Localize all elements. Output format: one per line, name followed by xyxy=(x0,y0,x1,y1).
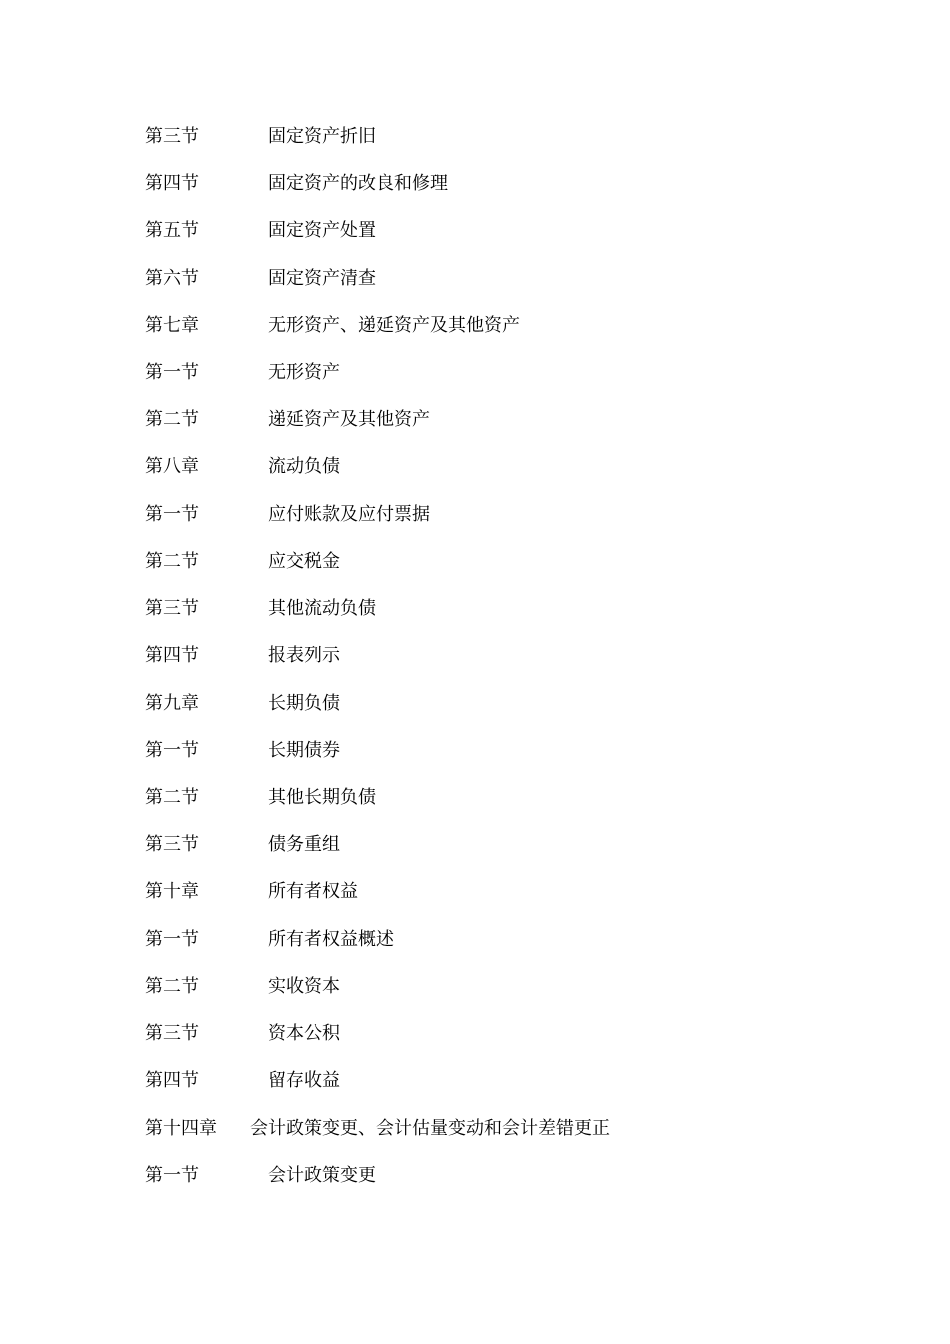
entry-title: 其他流动负债 xyxy=(268,598,376,619)
toc-entry xyxy=(0,1161,950,1191)
entry-title: 实收资本 xyxy=(268,976,340,997)
entry-title: 固定资产处置 xyxy=(268,220,376,241)
entry-title: 报表列示 xyxy=(268,645,340,666)
toc-entry xyxy=(0,216,950,246)
toc-entry xyxy=(0,972,950,1002)
toc-entry xyxy=(0,169,950,199)
entry-title: 长期债券 xyxy=(268,740,340,761)
toc-entry xyxy=(0,1019,950,1049)
entry-title: 其他长期负债 xyxy=(268,787,376,808)
toc-entry xyxy=(0,736,950,766)
entry-title: 固定资产清查 xyxy=(268,268,376,289)
toc-entry xyxy=(0,122,950,152)
entry-title: 资本公积 xyxy=(268,1023,340,1044)
entry-number: 第一节 xyxy=(145,1165,199,1186)
toc-entry xyxy=(0,783,950,813)
entry-title: 无形资产、递延资产及其他资产 xyxy=(268,315,520,336)
entry-number: 第三节 xyxy=(145,598,199,619)
entry-number: 第二节 xyxy=(145,976,199,997)
toc-entry xyxy=(0,264,950,294)
entry-title: 会计政策变更 xyxy=(268,1165,376,1186)
toc-entry xyxy=(0,925,950,955)
entry-number: 第一节 xyxy=(145,740,199,761)
entry-title: 应交税金 xyxy=(268,551,340,572)
entry-number: 第一节 xyxy=(145,362,199,383)
entry-number: 第三节 xyxy=(145,1023,199,1044)
entry-title: 应付账款及应付票据 xyxy=(268,504,430,525)
toc-entry xyxy=(0,1066,950,1096)
entry-number: 第二节 xyxy=(145,409,199,430)
toc-entry xyxy=(0,311,950,341)
entry-number: 第六节 xyxy=(145,268,199,289)
entry-title: 会计政策变更、会计估量变动和会计差错更正 xyxy=(250,1118,610,1139)
entry-title: 递延资产及其他资产 xyxy=(268,409,430,430)
entry-number: 第二节 xyxy=(145,787,199,808)
entry-number: 第四节 xyxy=(145,1070,199,1091)
entry-title: 固定资产折旧 xyxy=(268,126,376,147)
entry-number: 第十四章 xyxy=(145,1118,217,1139)
entry-title: 所有者权益概述 xyxy=(268,929,394,950)
entry-title: 流动负债 xyxy=(268,456,340,477)
entry-number: 第四节 xyxy=(145,645,199,666)
entry-number: 第十章 xyxy=(145,881,199,902)
toc-entry xyxy=(0,830,950,860)
entry-title: 固定资产的改良和修理 xyxy=(268,173,448,194)
entry-number: 第一节 xyxy=(145,929,199,950)
entry-number: 第五节 xyxy=(145,220,199,241)
toc-entry xyxy=(0,547,950,577)
entry-number: 第一节 xyxy=(145,504,199,525)
entry-number: 第四节 xyxy=(145,173,199,194)
entry-number: 第八章 xyxy=(145,456,199,477)
toc-entry xyxy=(0,1114,950,1144)
entry-title: 无形资产 xyxy=(268,362,340,383)
toc-entry xyxy=(0,452,950,482)
entry-number: 第三节 xyxy=(145,834,199,855)
entry-title: 长期负债 xyxy=(268,693,340,714)
toc-entry xyxy=(0,405,950,435)
entry-title: 留存收益 xyxy=(268,1070,340,1091)
toc-entry xyxy=(0,689,950,719)
toc-entry xyxy=(0,641,950,671)
toc-entry xyxy=(0,358,950,388)
entry-title: 所有者权益 xyxy=(268,881,358,902)
toc-entry xyxy=(0,594,950,624)
toc-entry xyxy=(0,877,950,907)
entry-number: 第九章 xyxy=(145,693,199,714)
entry-title: 债务重组 xyxy=(268,834,340,855)
entry-number: 第七章 xyxy=(145,315,199,336)
entry-number: 第二节 xyxy=(145,551,199,572)
entry-number: 第三节 xyxy=(145,126,199,147)
toc-entry xyxy=(0,500,950,530)
